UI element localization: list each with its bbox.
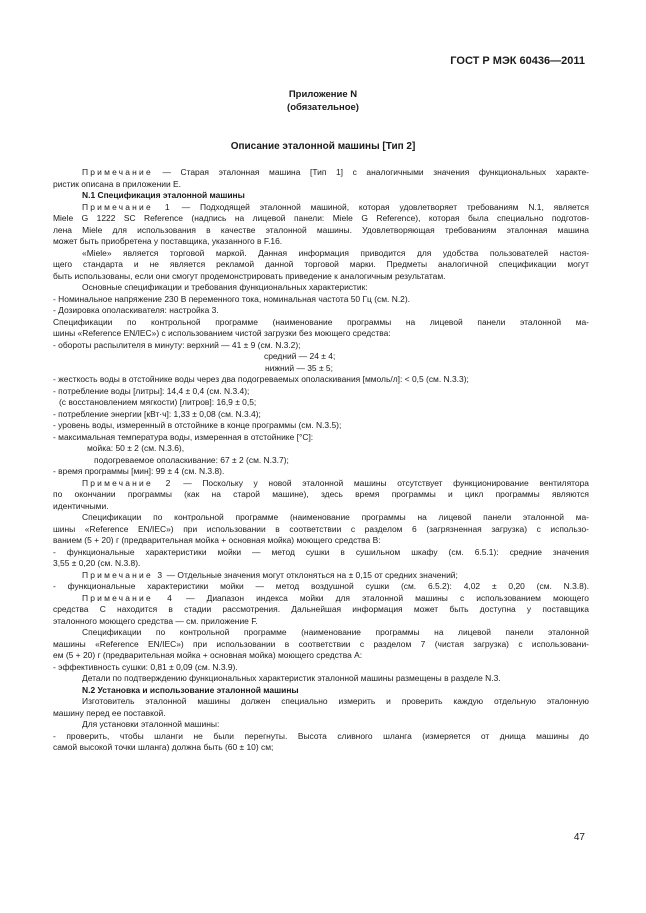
note2-line: идентичными. (53, 500, 109, 511)
note1-line: лена Miele для использования в качестве эталонной машины. Удовлетворяющая требованиям эталонная машина (53, 224, 589, 235)
spec-item: средний — 24 ± 4; (264, 351, 336, 361)
page-number: 47 (573, 832, 585, 843)
n2-line: самой высокой точки шланга) должна быть (60 ± 10) см; (53, 742, 274, 752)
ctrl3-line: ем (5 + 20) г (предварительная мойка + основная мойка) моющего средства A: (53, 650, 363, 660)
n2-line: Для установки эталонной машины: (82, 719, 220, 729)
intro-note-line: ристик описана в приложении E. (53, 178, 181, 189)
appendix-status: (обязательное) (287, 102, 359, 113)
ctrl3-line: машины «Reference EN/IEC») при использовании в соответствии с разделом 7 (чистая загрузка) с использовани- (53, 638, 589, 649)
ctrl2-line: Спецификации по контрольной программе (наименование программы на лицевой панели эталонной ма- (82, 512, 589, 522)
spec-item: - Номинальное напряжение 230 В переменного тока, номинальная частота 50 Гц (см. N.2). (53, 293, 411, 304)
ctrl2-line: 3,55 ± 0,20 (см. N.3.8). (53, 558, 141, 568)
page-title: Описание эталонной машины [Тип 2] (230, 141, 416, 152)
ctrl2-line: ванием (5 + 20) г (предварительная мойка + основная мойка) моющего средства B: (53, 535, 381, 545)
spec-item: мойка: 50 ± 2 (см. N.3.6), (87, 443, 185, 453)
ctrl2-line: шины «Reference EN/IEC») при использовании в соответствии с разделом 6 (загрязненная загрузка) с использо- (53, 523, 589, 534)
note-label: Примечание (82, 167, 153, 177)
trademark-line: щего стандарта и не является рекламой данной торговой марки. Предметы аналогичной спецификации могут (53, 259, 589, 269)
note4-line: эталонного моющего средства — см. приложение F. (53, 615, 258, 626)
intro-note-line: Примечание — Старая эталонная машина [Тип 1] с аналогичными значения функциональных характе- (82, 167, 589, 177)
spec-text: шины «Reference EN/IEC») с использованием чистой загрузки без моющего средства: (53, 328, 391, 338)
appendix-title: Приложение N (288, 89, 358, 100)
trademark-line: быть использованы, если они смогут продемонстрировать приведение к аналогичным результатам. (53, 270, 446, 281)
spec-item: - уровень воды, измеренный в отстойнике в конце программы (см. N.3.5); (53, 420, 342, 430)
spec-item: (с восстановлением мягкости) [литров]: 16,9 ± 0,5; (59, 397, 257, 407)
ctrl3-line: Спецификации по контрольной программе (наименование программы на лицевой панели эталонной (82, 627, 589, 637)
note1-line: Примечание 1 — Подходящей эталонной машиной, которая удовлетворяет требованиям N.1, является (82, 201, 589, 212)
n2-line: машину перед ее поставкой. (53, 707, 166, 718)
spec-item: - потребление воды [литры]: 14,4 ± 0,4 (см. N.3.4); (53, 385, 250, 396)
section-heading-n2: N.2 Установка и использование эталонной машины (82, 684, 299, 695)
details-line: Детали по подтверждению функциональных характеристик эталонной машины размещены в разделе N.3. (82, 673, 501, 683)
note-label: Примечание 2 (82, 477, 173, 488)
appendix-heading (0, 88, 646, 114)
note1-line: Miele G 1222 SC Reference (надпись на лицевой панели: Miele G Reference), которая была специально подготов- (53, 213, 589, 223)
note4-line: средства C находится в стадии рассмотрения. Дальнейшая информация может быть доступна у поставщика (53, 604, 589, 614)
document-body (53, 167, 589, 754)
note2-line: по окончании программы (как на старой машине), здесь время программы и цикл программы являются (53, 489, 589, 499)
note-label: Примечание 3 (82, 569, 165, 580)
note-label: Примечание 4 (82, 592, 175, 603)
spec-intro: Основные спецификации и требования функциональных характеристик: (82, 282, 368, 292)
spec-item: - время программы [мин]: 99 ± 4 (см. N.3.8). (53, 466, 225, 476)
trademark-line: «Miele» является торговой маркой. Данная информация приводится для удобства пользователей настоя- (82, 247, 589, 258)
n2-line: - проверить, чтобы шланги не были перегнуты. Высота сливного шланга (измеряется от днища машины до (53, 730, 589, 741)
air-dry-item: - функциональные характеристики мойки — метод воздушной сушки (см. 6.5.2): 4,02 ± 0,20 (см. N.3.8). (53, 581, 589, 591)
note-label: Примечание 1 (82, 201, 172, 212)
spec-item: подогреваемое ополаскивание: 67 ± 2 (см. N.3.7); (94, 454, 289, 465)
spec-item: - Дозировка ополаскивателя: настройка 3. (53, 305, 219, 315)
spec-item: нижний — 35 ± 5; (265, 362, 333, 373)
spec-item: - потребление энергии [кВт·ч]: 1,33 ± 0,08 (см. N.3.4); (53, 408, 261, 419)
spec-text: Спецификации по контрольной программе (наименование программы на лицевой панели эталонной ма- (53, 316, 589, 327)
n2-line: Изготовитель эталонной машины должен специально измерить и проверить каждую отдельную эталонную (82, 696, 589, 706)
spec-item: - максимальная температура воды, измеренная в отстойнике [°С]: (53, 431, 314, 442)
note4-line: Примечание 4 — Диапазон индекса мойки для эталонной машины с использованием моющего (82, 592, 589, 603)
spec-item: - жесткость воды в отстойнике воды через два подогреваемых ополаскивания [ммоль/л]: < 0,5 (см. N.3.3); (53, 374, 469, 384)
note3-line: Примечание 3 — Отдельные значения могут отклоняться на ± 0,15 от средних значений; (82, 569, 458, 580)
note2-line: Примечание 2 — Поскольку у новой эталонной машины отсутствует функционирование вентилятора (82, 477, 589, 488)
ctrl2-line: - функциональные характеристики мойки — метод сушки в сушильном шкафу (см. 6.5.1): средние значения (53, 546, 589, 557)
spec-item: - обороты распылителя в минуту: верхний — 41 ± 9 (см. N.3.2); (53, 339, 301, 350)
section-heading-n1: N.1 Спецификация эталонной машины (82, 190, 245, 200)
note1-line: может быть приобретена у поставщика, указанного в F.16. (53, 236, 283, 246)
spec-item: - эффективность сушки: 0,81 ± 0,09 (см. N.3.9). (53, 661, 238, 672)
standard-code: ГОСТ Р МЭК 60436—2011 (450, 55, 585, 67)
